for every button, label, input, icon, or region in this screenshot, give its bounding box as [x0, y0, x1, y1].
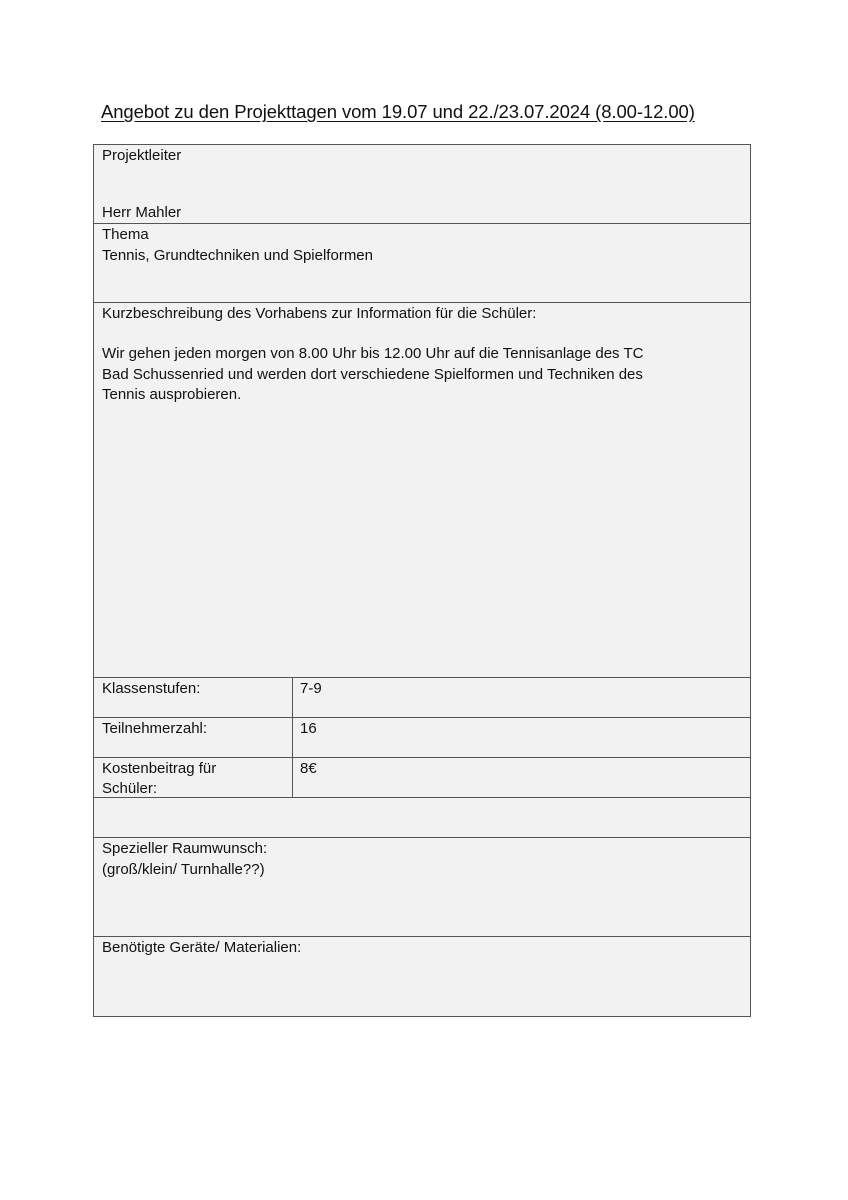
document-title: Angebot zu den Projekttagen vom 19.07 und 22./23.07.2024 (8.00-12.00)	[101, 101, 695, 122]
description-line: Bad Schussenried und werden dort verschiedene Spielformen und Techniken des	[102, 365, 643, 383]
row-participants	[94, 718, 750, 758]
cost-label-line: Schüler:	[102, 779, 158, 797]
row-grades	[94, 678, 750, 718]
project-leader-label: Projektleiter	[102, 147, 182, 164]
grades-value: 7-9	[300, 680, 322, 697]
description-label: Kurzbeschreibung des Vorhabens zur Information für die Schüler:	[102, 305, 537, 322]
row-topic	[94, 224, 750, 303]
room-request-hint: (groß/klein/ Turnhalle??)	[102, 860, 265, 878]
topic-value: Tennis, Grundtechniken und Spielformen	[102, 246, 373, 264]
cost-value: 8€	[300, 760, 317, 777]
room-request-label: Spezieller Raumwunsch:	[102, 840, 268, 857]
project-leader-value: Herr Mahler	[102, 203, 182, 221]
materials-label: Benötigte Geräte/ Materialien:	[102, 939, 302, 956]
cost-label	[94, 758, 293, 797]
row-cost	[94, 758, 750, 798]
project-form-table	[93, 144, 751, 1017]
row-room-request	[94, 838, 750, 937]
topic-label: Thema	[102, 226, 149, 243]
participants-value: 16	[300, 720, 317, 737]
participants-label: Teilnehmerzahl:	[94, 718, 293, 757]
description-text	[94, 343, 750, 405]
description-line: Wir gehen jeden morgen von 8.00 Uhr bis 12.00 Uhr auf die Tennisanlage des TC	[102, 345, 644, 362]
grades-label: Klassenstufen:	[94, 678, 293, 717]
row-empty	[94, 798, 750, 838]
row-project-leader	[94, 145, 750, 224]
description-line: Tennis ausprobieren.	[102, 386, 242, 403]
row-materials	[94, 937, 750, 1016]
row-description	[94, 303, 750, 678]
cost-label-line: Kostenbeitrag für	[102, 760, 217, 777]
